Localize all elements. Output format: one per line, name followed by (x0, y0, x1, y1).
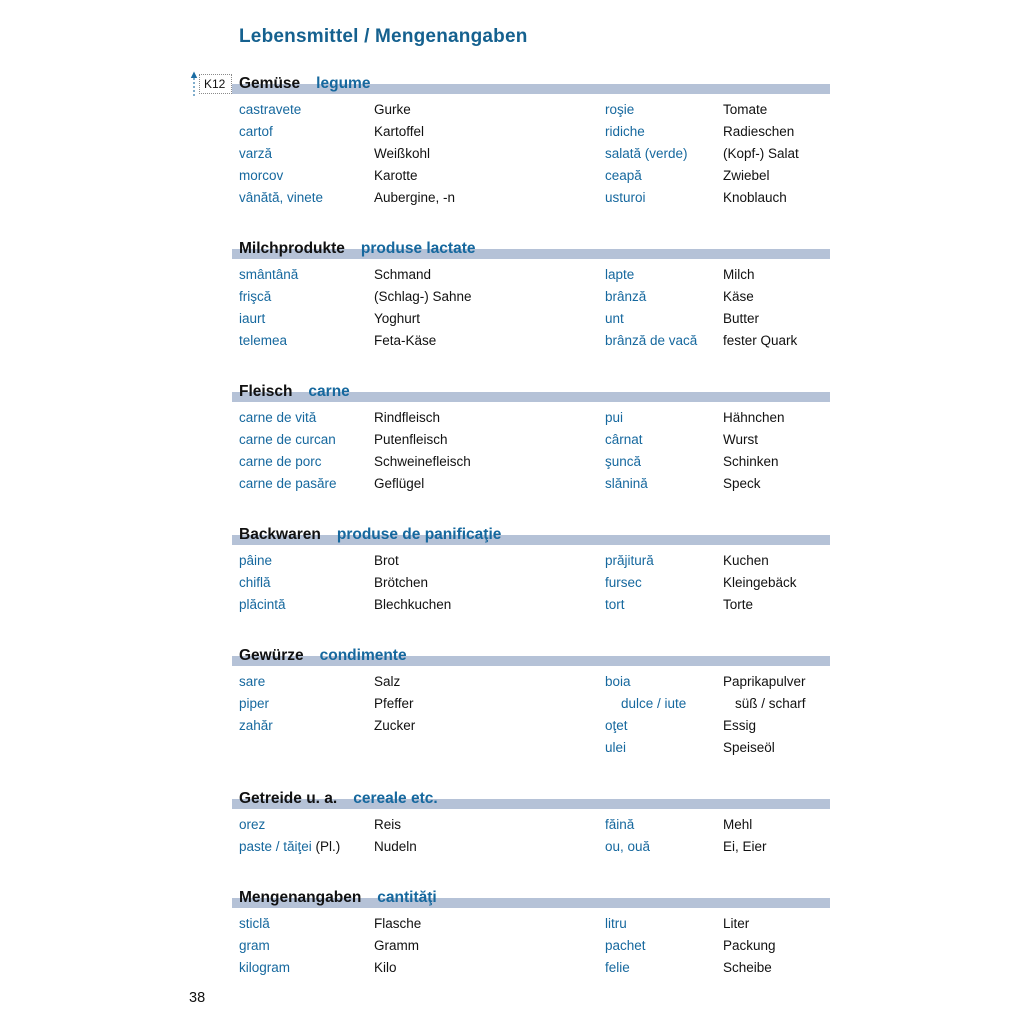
german-translation: fester Quark (723, 333, 798, 348)
section-heading (232, 75, 830, 93)
vocab-row (232, 572, 605, 594)
german-translation: Kilo (374, 960, 397, 975)
romanian-term: lapte (605, 267, 635, 282)
romanian-term: tort (605, 597, 625, 612)
vocab-row (605, 572, 830, 594)
german-translation: Nudeln (374, 839, 417, 854)
romanian-term: brânză de vacă (605, 333, 698, 348)
vocab-row (605, 187, 830, 209)
german-translation: Käse (723, 289, 754, 304)
section-heading (232, 889, 830, 907)
romanian-term: prăjitură (605, 553, 654, 568)
vocab-row (232, 308, 605, 330)
section-title-ro: condimente (319, 647, 407, 664)
margin-tab-label: K12 (204, 77, 226, 91)
margin-tab-k12 (190, 71, 232, 97)
vocab-row (232, 121, 605, 143)
vocab-row (605, 165, 830, 187)
vocab-row (605, 121, 830, 143)
section-title-de: Backwaren (239, 526, 321, 543)
german-translation: Paprikapulver (723, 674, 806, 689)
german-translation: Speiseöl (723, 740, 775, 755)
term-suffix: (Pl.) (311, 839, 341, 854)
vocab-section-3 (232, 526, 830, 616)
german-translation: Karotte (374, 168, 418, 183)
romanian-term: castravete (239, 102, 302, 117)
german-translation: (Schlag-) Sahne (374, 289, 472, 304)
romanian-term: şuncă (605, 454, 642, 469)
vocab-row (605, 286, 830, 308)
vocab-row (232, 99, 605, 121)
vocab-row (605, 550, 830, 572)
section-title-de: Gemüse (239, 75, 301, 92)
romanian-term: pui (605, 410, 624, 425)
romanian-term: dulce / iute (621, 696, 687, 711)
vocab-column-right (605, 671, 830, 759)
vocab-section-6 (232, 889, 830, 979)
romanian-term: frişcă (239, 289, 272, 304)
german-translation: (Kopf-) Salat (723, 146, 799, 161)
vocab-row (232, 957, 605, 979)
romanian-term: telemea (239, 333, 288, 348)
vocab-column-left (232, 407, 605, 495)
german-translation: Milch (723, 267, 755, 282)
vocab-column-right (605, 264, 830, 352)
romanian-term: carne de vită (239, 410, 317, 425)
german-translation: Weißkohl (374, 146, 431, 161)
german-translation: Rindfleisch (374, 410, 441, 425)
vocab-row (605, 737, 830, 759)
romanian-term: pâine (239, 553, 273, 568)
german-translation: Kleingebäck (723, 575, 797, 590)
page-content (232, 26, 830, 1010)
german-translation: Hähnchen (723, 410, 785, 425)
romanian-term: carne de curcan (239, 432, 336, 447)
vocab-column-right (605, 407, 830, 495)
vocab-row (605, 715, 830, 737)
romanian-term: paste / tăiţei (Pl.) (239, 839, 341, 854)
vocab-row (605, 99, 830, 121)
romanian-term: morcov (239, 168, 284, 183)
romanian-term: usturoi (605, 190, 646, 205)
romanian-term: pachet (605, 938, 646, 953)
romanian-term: felie (605, 960, 630, 975)
vocab-section-2 (232, 383, 830, 495)
section-heading (232, 790, 830, 808)
german-translation: Aubergine, -n (374, 190, 456, 205)
vocab-row (232, 935, 605, 957)
vocab-row (232, 913, 605, 935)
section-title-ro: cantităţi (377, 889, 437, 906)
margin-tab-box (199, 74, 232, 94)
vocab-row (232, 451, 605, 473)
vocab-row (605, 814, 830, 836)
section-heading (232, 240, 830, 258)
vocab-row (605, 407, 830, 429)
romanian-term: ceapă (605, 168, 642, 183)
romanian-term: zahăr (239, 718, 273, 733)
romanian-term: brânză (605, 289, 647, 304)
vocab-row (605, 957, 830, 979)
vocab-row (232, 187, 605, 209)
vocab-column-left (232, 913, 605, 979)
romanian-term: boia (605, 674, 631, 689)
german-translation: Brot (374, 553, 399, 568)
german-translation: Gramm (374, 938, 419, 953)
section-title-de: Getreide u. a. (239, 790, 338, 807)
vocab-row (232, 429, 605, 451)
german-translation: Schmand (374, 267, 432, 282)
vocab-column-left (232, 264, 605, 352)
romanian-term: kilogram (239, 960, 291, 975)
romanian-term: orez (239, 817, 266, 832)
german-translation: Packung (723, 938, 776, 953)
romanian-term: smântână (239, 267, 299, 282)
vocab-row (232, 264, 605, 286)
romanian-term: sticlă (239, 916, 270, 931)
section-title-ro: produse de panificaţie (336, 526, 502, 543)
german-translation: Zucker (374, 718, 416, 733)
romanian-term: carne de porc (239, 454, 322, 469)
german-translation: Geflügel (374, 476, 425, 491)
romanian-term: roşie (605, 102, 635, 117)
romanian-term: cartof (239, 124, 273, 139)
vocab-row (232, 165, 605, 187)
vocab-row (605, 473, 830, 495)
german-translation: Yoghurt (374, 311, 421, 326)
german-translation: süß / scharf (735, 696, 806, 711)
romanian-term: oţet (605, 718, 628, 733)
vocab-row (232, 330, 605, 352)
section-heading (232, 647, 830, 665)
german-translation: Speck (723, 476, 761, 491)
german-translation: Pfeffer (374, 696, 414, 711)
section-title-ro: carne (308, 383, 350, 400)
page-title: Lebensmittel / Mengenangaben (239, 26, 528, 47)
romanian-term: salată (verde) (605, 146, 688, 161)
german-translation: Putenfleisch (374, 432, 448, 447)
romanian-term: ou, ouă (605, 839, 651, 854)
german-translation: Tomate (723, 102, 768, 117)
german-translation: Ei, Eier (723, 839, 767, 854)
vocab-row (232, 671, 605, 693)
vocab-row (232, 836, 605, 858)
romanian-term: piper (239, 696, 270, 711)
vocab-column-right (605, 814, 830, 858)
page-number: 38 (189, 990, 206, 1006)
german-translation: Essig (723, 718, 757, 733)
vocab-row (605, 143, 830, 165)
vocab-row (605, 671, 830, 693)
section-title-ro: cereale etc. (353, 790, 438, 807)
german-translation: Schweinefleisch (374, 454, 471, 469)
romanian-term: iaurt (239, 311, 266, 326)
romanian-term: vânătă, vinete (239, 190, 324, 205)
vocab-row (605, 913, 830, 935)
romanian-term: plăcintă (239, 597, 286, 612)
vocab-sections (232, 75, 830, 979)
german-translation: Reis (374, 817, 402, 832)
vocab-column-left (232, 550, 605, 616)
german-translation: Salz (374, 674, 401, 689)
romanian-term: ulei (605, 740, 627, 755)
romanian-term: unt (605, 311, 624, 326)
vocab-row (605, 693, 830, 715)
romanian-term: chiflă (239, 575, 271, 590)
vocab-column-right (605, 913, 830, 979)
german-translation: Feta-Käse (374, 333, 437, 348)
vocab-column-left (232, 671, 605, 737)
vocab-section-4 (232, 647, 830, 759)
vocab-row (605, 429, 830, 451)
vocab-row (232, 143, 605, 165)
german-translation: Liter (723, 916, 750, 931)
german-translation: Schinken (723, 454, 779, 469)
german-translation: Brötchen (374, 575, 429, 590)
romanian-term: sare (239, 674, 266, 689)
romanian-term: slănină (605, 476, 648, 491)
heading-band (232, 535, 830, 545)
german-translation: Blechkuchen (374, 597, 452, 612)
german-translation: Zwiebel (723, 168, 770, 183)
romanian-term: cârnat (605, 432, 643, 447)
section-heading (232, 383, 830, 401)
romanian-term: ridiche (605, 124, 645, 139)
german-translation: Kartoffel (374, 124, 425, 139)
vocab-row (605, 330, 830, 352)
romanian-term: varză (239, 146, 273, 161)
vocab-row (232, 550, 605, 572)
vocab-row (232, 407, 605, 429)
german-translation: Flasche (374, 916, 422, 931)
vocab-row (232, 715, 605, 737)
vocab-column-right (605, 99, 830, 209)
vocab-section-5 (232, 790, 830, 858)
vocab-row (605, 836, 830, 858)
vocab-row (232, 594, 605, 616)
vocab-row (605, 308, 830, 330)
german-translation: Kuchen (723, 553, 769, 568)
vocab-row (232, 286, 605, 308)
romanian-term: litru (605, 916, 627, 931)
german-translation: Wurst (723, 432, 759, 447)
vocab-row (232, 693, 605, 715)
section-title-de: Milchprodukte (239, 240, 345, 257)
vocab-column-right (605, 550, 830, 616)
vocab-row (605, 935, 830, 957)
up-arrow-icon (190, 71, 198, 97)
romanian-term: carne de pasăre (239, 476, 337, 491)
romanian-term: gram (239, 938, 270, 953)
vocab-section-0 (232, 75, 830, 209)
vocab-row (605, 451, 830, 473)
vocab-row (232, 814, 605, 836)
german-translation: Mehl (723, 817, 753, 832)
vocab-row (605, 264, 830, 286)
vocab-column-left (232, 99, 605, 209)
romanian-term: fursec (605, 575, 642, 590)
section-heading (232, 526, 830, 544)
section-title-ro: legume (316, 75, 371, 92)
german-translation: Gurke (374, 102, 411, 117)
section-title-de: Mengenangaben (239, 889, 362, 906)
german-translation: Radieschen (723, 124, 795, 139)
vocab-row (232, 473, 605, 495)
section-title-ro: produse lactate (360, 240, 476, 257)
german-translation: Scheibe (723, 960, 772, 975)
german-translation: Torte (723, 597, 754, 612)
section-title-de: Fleisch (239, 383, 293, 400)
vocab-column-left (232, 814, 605, 858)
german-translation: Butter (723, 311, 760, 326)
section-title-de: Gewürze (239, 647, 304, 664)
vocab-row (605, 594, 830, 616)
vocab-section-1 (232, 240, 830, 352)
german-translation: Knoblauch (723, 190, 787, 205)
romanian-term: făină (605, 817, 635, 832)
